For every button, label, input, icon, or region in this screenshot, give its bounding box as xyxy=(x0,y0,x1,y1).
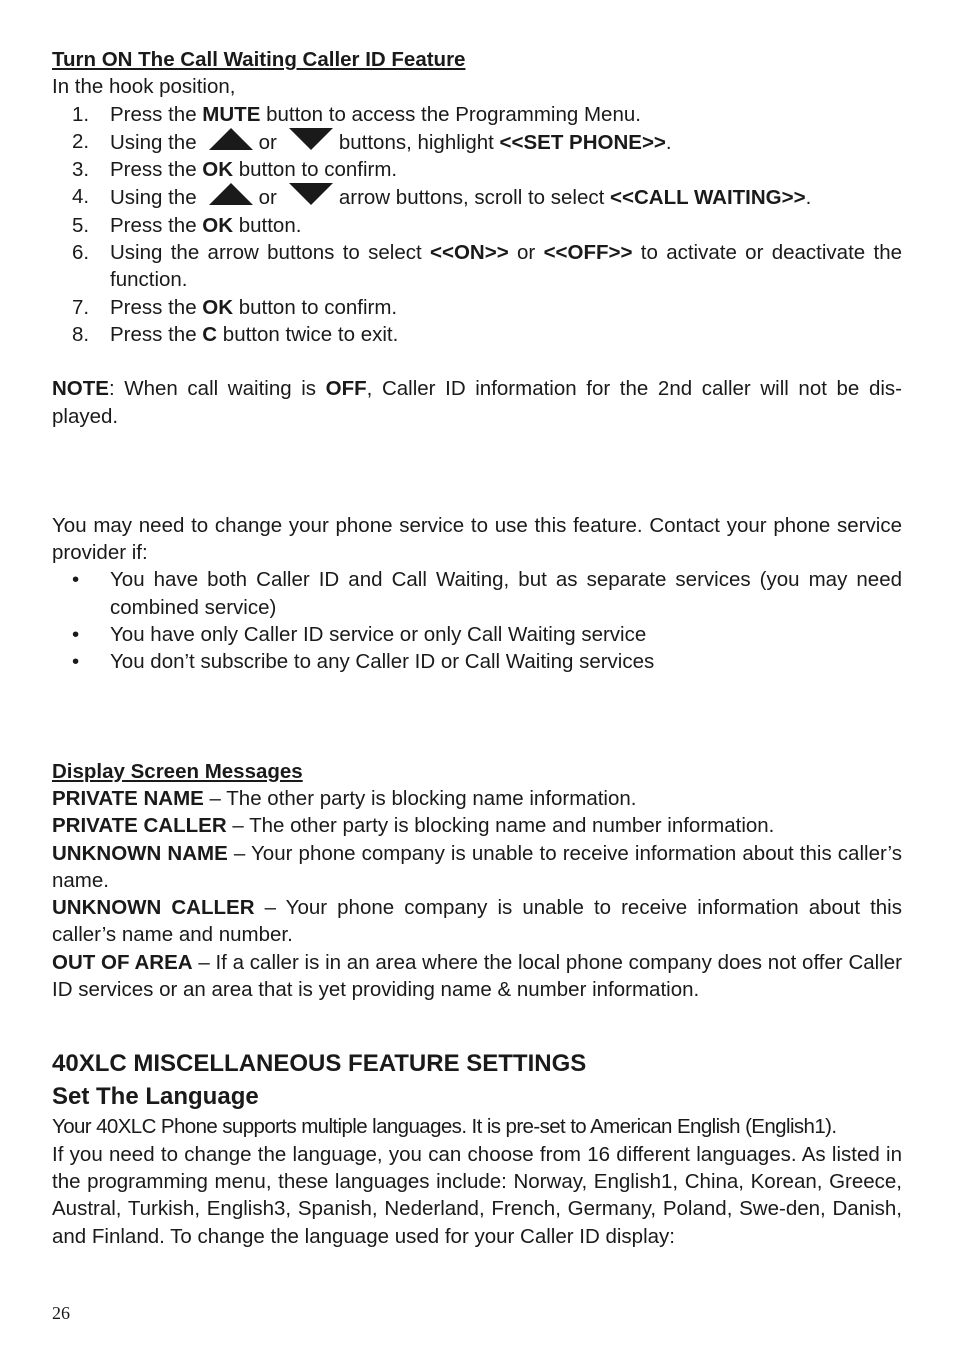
call-waiting-note: NOTE: When call waiting is OFF, Caller ID information for the 2nd caller will not be dis-played. xyxy=(52,377,902,428)
hook-position-intro: In the hook position, xyxy=(52,75,236,99)
list-item: • You don’t subscribe to any Caller ID or Call Waiting services xyxy=(72,650,655,674)
step-3: 3. Press the OK button to confirm. xyxy=(72,158,398,182)
set-language-subheading: Set The Language xyxy=(52,1083,259,1111)
step-2: 2. Using the or buttons, highlight <<SET PHONE>>. xyxy=(72,129,672,154)
manual-page xyxy=(52,46,902,1250)
message-unknown-name: UNKNOWN NAME – Your phone company is unable to receive information about this caller’s name. xyxy=(52,841,902,892)
call-waiting-steps xyxy=(52,101,902,349)
list-item: • You have both Caller ID and Call Waiting, but as separate services (you may need combined service) xyxy=(72,568,902,619)
up-arrow-icon xyxy=(209,183,253,205)
service-intro: You may need to change your phone service to use this feature. Contact your phone service provider if: xyxy=(52,513,902,565)
down-arrow-icon xyxy=(289,183,333,205)
language-intro: Your 40XLC Phone supports multiple languages. It is pre-set to American English (English1). xyxy=(52,1115,837,1139)
page-number: 26 xyxy=(52,1303,70,1323)
step-1: 1. Press the MUTE button to access the Programming Menu. xyxy=(72,102,641,126)
step-8: 8. Press the C button twice to exit. xyxy=(72,322,399,346)
message-unknown-caller: UNKNOWN CALLER – Your phone company is unable to receive information about this caller’s name and number. xyxy=(52,896,902,947)
down-arrow-icon xyxy=(289,128,333,150)
message-private-name: PRIVATE NAME – The other party is blocking name information. xyxy=(52,786,637,810)
call-waiting-heading: Turn ON The Call Waiting Caller ID Feature xyxy=(52,48,466,71)
message-out-of-area: OUT OF AREA – If a caller is in an area where the local phone company does not offer Caller ID services or an area that is yet providing name & number information. xyxy=(52,950,902,1002)
step-6: 6. Using the arrow buttons to select <<ON>> or <<OFF>> to activate or deactivate the function. xyxy=(72,241,903,292)
service-conditions-list xyxy=(52,566,902,675)
list-item: • You have only Caller ID service or only Call Waiting service xyxy=(72,623,647,647)
step-5: 5. Press the OK button. xyxy=(72,213,302,237)
misc-settings-heading: 40XLC MISCELLANEOUS FEATURE SETTINGS xyxy=(52,1050,587,1078)
up-arrow-icon xyxy=(209,128,253,150)
step-4: 4. Using the or arrow buttons, scroll to select <<CALL WAITING>>. xyxy=(72,185,812,210)
step-7: 7. Press the OK button to confirm. xyxy=(72,295,398,319)
message-private-caller: PRIVATE CALLER – The other party is blocking name and number information. xyxy=(52,814,775,838)
display-messages-heading: Display Screen Messages xyxy=(52,759,303,783)
language-description: If you need to change the language, you can choose from 16 different languages. As listed in the programming menu, these languages include: Norway, English1, China, Korean, Greece, Austral, Turkish, English3, Spanish, Nederland, French, Germany, Poland, Swe-den, Danish, and Finland. To change the language used for your Caller ID display: xyxy=(52,1142,902,1248)
